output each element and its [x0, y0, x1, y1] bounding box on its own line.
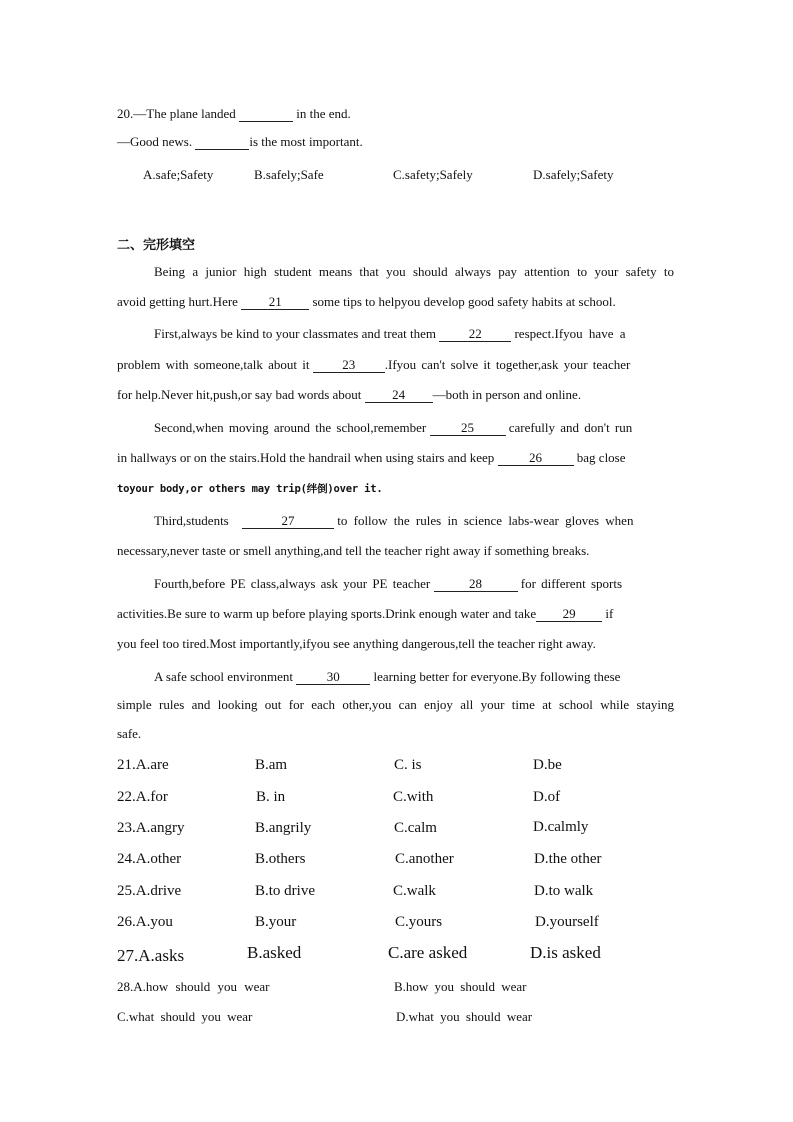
answer-25-c: C.walk: [393, 883, 436, 899]
q20-blank-1: [239, 107, 293, 122]
answer-24-d: D.the other: [534, 851, 602, 867]
p5-text-d: if: [605, 606, 614, 621]
p2-line3: [117, 387, 581, 403]
answer-21-a: 21.A.are: [117, 757, 169, 773]
p6-line3: safe.: [117, 726, 142, 741]
answer-24-c: C.another: [395, 851, 454, 867]
p2-text-c: problem with someone,talk about it: [117, 357, 310, 372]
p5-line1: [154, 576, 622, 592]
p6-line2: simple rules and looking out for each other,you can enjoy all your time at school while staying: [117, 697, 674, 712]
p3-line1: [154, 420, 632, 436]
p1-text-b: some tips to helpyou develop good safety habits at school.: [312, 294, 616, 309]
q20-option-d: D.safely;Safety: [533, 167, 614, 182]
p3-text-d: bag close: [576, 450, 626, 465]
p2-text-f: —both in person and online.: [432, 387, 582, 402]
q20-option-b: B.safely;Safe: [254, 167, 324, 182]
q20-text-d: is the most important.: [249, 134, 363, 149]
p2-line1: [154, 326, 626, 342]
answer-25-b: B.to drive: [255, 883, 315, 899]
answer-23-d: D.calmly: [533, 819, 589, 835]
answer-28-a: 28.A.how should you wear: [117, 979, 270, 994]
p5-text-c: activities.Be sure to warm up before playing sports.Drink enough water and take: [117, 606, 537, 621]
p1-line2: [117, 294, 616, 310]
answer-22-b: B. in: [256, 789, 286, 805]
answer-23-b: B.angrily: [255, 820, 312, 836]
p2-line2: [117, 357, 630, 373]
answer-26-a: 26.A.you: [117, 914, 173, 930]
p2-text-d: .Ifyou can't solve it together,ask your teacher: [384, 357, 631, 372]
p6-line1: [154, 669, 620, 685]
p4-line2: necessary,never taste or smell anything,and tell the teacher right away if something breaks.: [117, 543, 590, 558]
p2-text-a: First,always be kind to your classmates and treat them: [154, 326, 436, 341]
answer-21-d: D.be: [533, 757, 562, 773]
blank-25: 25: [430, 421, 506, 436]
answer-27-b: B.asked: [247, 943, 302, 962]
p2-text-e: for help.Never hit,push,or say bad words about: [117, 387, 362, 402]
p3-text-c: in hallways or on the stairs.Hold the handrail when using stairs and keep: [117, 450, 495, 465]
p5-line3: you feel too tired.Most importantly,ifyou see anything dangerous,tell the teacher right away.: [117, 636, 596, 651]
p4-text-b: to follow the rules in science labs-wear gloves when: [337, 513, 634, 528]
answer-28-d: D.what you should wear: [396, 1009, 533, 1024]
answer-26-d: D.yourself: [535, 914, 599, 930]
p4-line1: [154, 513, 633, 529]
answer-21-b: B.am: [255, 757, 288, 773]
q20-line1: [117, 106, 351, 122]
answer-28-b: B.how you should wear: [394, 979, 527, 994]
section-heading: 二、完形填空: [117, 238, 196, 253]
answer-26-b: B.your: [255, 914, 297, 930]
q20-option-a: A.safe;Safety: [143, 167, 214, 182]
p6-text-a: A safe school environment: [154, 669, 293, 684]
p1-line1: Being a junior high student means that you should always pay attention to your safety to: [154, 264, 674, 279]
blank-22: 22: [439, 327, 511, 342]
answer-28-c: C.what should you wear: [117, 1009, 253, 1024]
answer-25-d: D.to walk: [534, 883, 594, 899]
q20-line2: [117, 134, 363, 150]
answer-27-d: D.is asked: [530, 943, 601, 962]
blank-23: 23: [313, 358, 385, 373]
blank-27: 27: [242, 514, 334, 529]
answer-22-c: C.with: [393, 789, 434, 805]
p5-line2: [117, 606, 613, 622]
p5-text-a: Fourth,before PE class,always ask your PE teacher: [154, 576, 431, 591]
p4-text-a: Third,students: [154, 513, 229, 528]
q20-text-b: in the end.: [296, 106, 351, 121]
blank-26: 26: [498, 451, 574, 466]
answer-25-a: 25.A.drive: [117, 883, 182, 899]
answer-27-c: C.are asked: [388, 943, 468, 962]
blank-28: 28: [434, 577, 518, 592]
answer-22-d: D.of: [533, 789, 561, 805]
answer-23-a: 23.A.angry: [117, 820, 185, 836]
q20-option-c: C.safety;Safely: [393, 167, 473, 182]
answer-26-c: C.yours: [395, 914, 443, 930]
p5-text-b: for different sports: [520, 576, 622, 591]
blank-21: 21: [241, 295, 309, 310]
p3-text-a: Second,when moving around the school,remember: [154, 420, 427, 435]
blank-30: 30: [296, 670, 370, 685]
answer-24-a: 24.A.other: [117, 851, 182, 867]
blank-29: 29: [536, 607, 602, 622]
answer-23-c: C.calm: [394, 820, 437, 836]
p1-text-a: avoid getting hurt.Here: [117, 294, 238, 309]
p3-line2: [117, 450, 626, 466]
answer-27-a: 27.A.asks: [117, 946, 185, 965]
q20-blank-2: [195, 135, 249, 150]
p3-text-b: carefully and don't run: [508, 420, 633, 435]
answer-24-b: B.others: [255, 851, 306, 867]
p6-text-b: learning better for everyone.By following these: [373, 669, 621, 684]
q20-text-a: 20.—The plane landed: [117, 106, 236, 121]
answer-22-a: 22.A.for: [117, 789, 168, 805]
answer-21-c: C. is: [394, 757, 422, 773]
p3-line3: toyour body,or others may trip(绊倒)over it.: [117, 483, 383, 495]
q20-text-c: —Good news.: [117, 134, 193, 149]
blank-24: 24: [365, 388, 433, 403]
p2-text-b: respect.Ifyou have a: [514, 326, 626, 341]
